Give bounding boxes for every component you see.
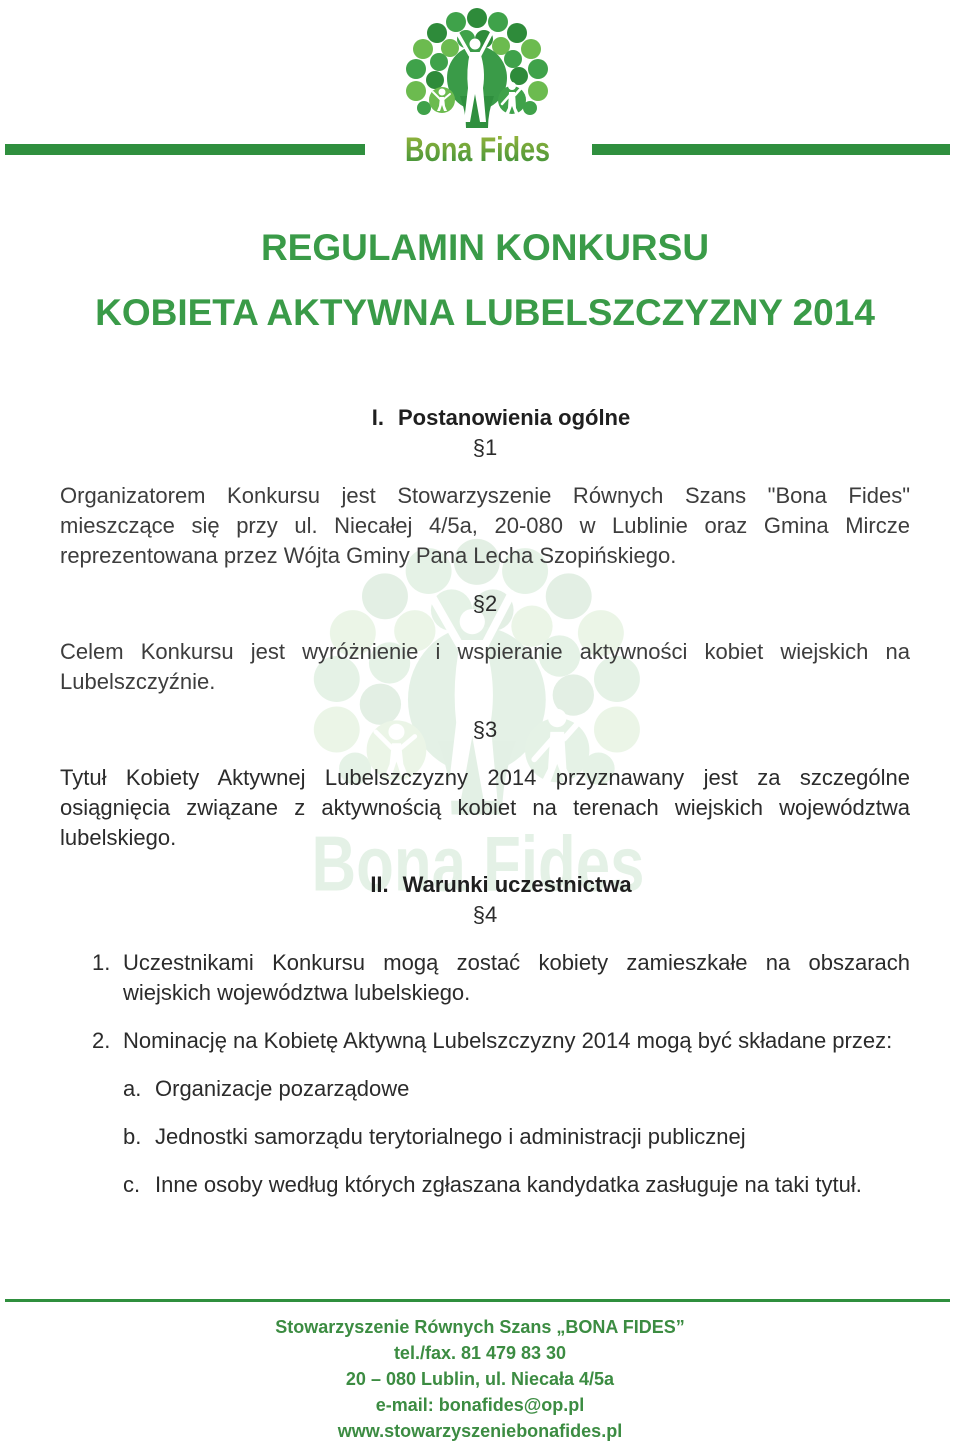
list-item-text [123, 1026, 910, 1056]
title-line-1: REGULAMIN KONKURSU [260, 227, 710, 268]
sub-list-text: Organizacje pozarządowe [155, 1076, 410, 1101]
paragraph-line: osiągnięcia związane z aktywnością kobiet na terenach wiejskich województwa [60, 795, 910, 820]
paragraph-line: Lubelszczyźnie. [60, 669, 216, 694]
section-number: II. [370, 872, 389, 897]
footer [0, 1314, 960, 1444]
list-item-line: wiejskich województwa lubelskiego. [123, 980, 471, 1005]
logo-tree [406, 8, 548, 128]
logo-text: Bona Fides [405, 131, 550, 165]
paragraph-line: Tytuł Kobiety Aktywnej Lubelszczyzny 2014 przyznawany jest za szczególne [60, 765, 910, 790]
paragraph-3 [60, 763, 910, 853]
footer-address: 20 – 080 Lublin, ul. Niecała 4/5a [345, 1369, 615, 1389]
logo-leaf [528, 59, 548, 79]
logo-leaf [430, 53, 448, 71]
logo-figure-head [470, 39, 481, 50]
section-mark: §4 [472, 902, 498, 927]
section-number: I. [371, 405, 384, 430]
title-line-2: KOBIETA AKTYWNA LUBELSZCZYZNY 2014 [95, 292, 875, 333]
logo-leaf [521, 39, 541, 59]
header-bar-right [592, 144, 950, 155]
paragraph-line: reprezentowana przez Wójta Gminy Pana Lecha Szopińskiego. [60, 543, 677, 568]
footer-website: www.stowarzyszeniebonafides.pl [337, 1421, 623, 1441]
section-mark: §3 [472, 717, 498, 742]
bona-fides-logo [400, 0, 555, 165]
paragraph-1 [60, 481, 910, 571]
section-heading [60, 403, 910, 433]
logo-child-head [508, 82, 516, 90]
list-item-number: 1. [92, 950, 111, 975]
logo-leaf [417, 101, 431, 115]
logo-leaf [488, 12, 508, 32]
watermark-logo-text: Bona Fides [311, 819, 645, 900]
footer-email: e-mail: bonafides@op.pl [375, 1395, 585, 1415]
sub-list-letter: c. [123, 1172, 141, 1197]
section-mark: §2 [472, 591, 498, 616]
list-item [60, 948, 910, 1008]
paragraph-line: Organizatorem Konkursu jest Stowarzyszenie Równych Szans "Bona Fides" [60, 483, 910, 508]
paragraph-2 [60, 637, 910, 697]
logo-leaf [406, 59, 426, 79]
logo-leaf [427, 23, 447, 43]
logo-leaf [467, 8, 487, 28]
logo-leaf [446, 12, 466, 32]
list-item-text [123, 948, 910, 1008]
section-title: Warunki uczestnictwa [402, 872, 632, 897]
section-title: Postanowienia ogólne [397, 405, 631, 430]
sub-list-item [60, 1122, 910, 1152]
footer-org-name: Stowarzyszenie Równych Szans „BONA FIDES” [275, 1317, 685, 1337]
section-mark: §1 [472, 435, 498, 460]
logo-leaf [406, 81, 426, 101]
list-item-line: Nominację na Kobietę Aktywną Lubelszczyzny 2014 mogą być składane przez: [123, 1028, 893, 1053]
paragraph-line: lubelskiego. [60, 825, 177, 850]
footer-divider [5, 1299, 950, 1302]
logo-leaf [528, 81, 548, 101]
logo-leaf [413, 39, 433, 59]
sub-list-item [60, 1074, 910, 1104]
sub-list-text: Jednostki samorządu terytorialnego i administracji publicznej [155, 1124, 746, 1149]
sub-list-letter: b. [123, 1124, 142, 1149]
document-body [60, 403, 910, 1218]
sub-list-letter: a. [123, 1076, 142, 1101]
header-bar-left [5, 144, 365, 155]
list-item-number: 2. [92, 1028, 111, 1053]
footer-phone: tel./fax. 81 479 83 30 [393, 1343, 567, 1363]
document-title [0, 215, 960, 345]
logo-leaf [504, 50, 522, 68]
paragraph-line: mieszczące się przy ul. Niecałej 4/5a, 20-080 w Lublinie oraz Gmina Mircze [60, 513, 910, 538]
list-item-line: Uczestnikami Konkursu mogą zostać kobiety zamieszkałe na obszarach [123, 950, 910, 975]
logo-leaf [507, 23, 527, 43]
logo-leaf [441, 39, 459, 57]
paragraph-line: Celem Konkursu jest wyróżnienie i wspieranie aktywności kobiet wiejskich na [60, 639, 910, 664]
section-heading [60, 870, 910, 900]
list-item [60, 1026, 910, 1056]
logo-child-head [439, 89, 446, 96]
sub-list-item [60, 1170, 910, 1200]
sub-list-text: Inne osoby według których zgłaszana kandydatka zasługuje na taki tytuł. [155, 1172, 862, 1197]
logo-leaf [426, 71, 444, 89]
